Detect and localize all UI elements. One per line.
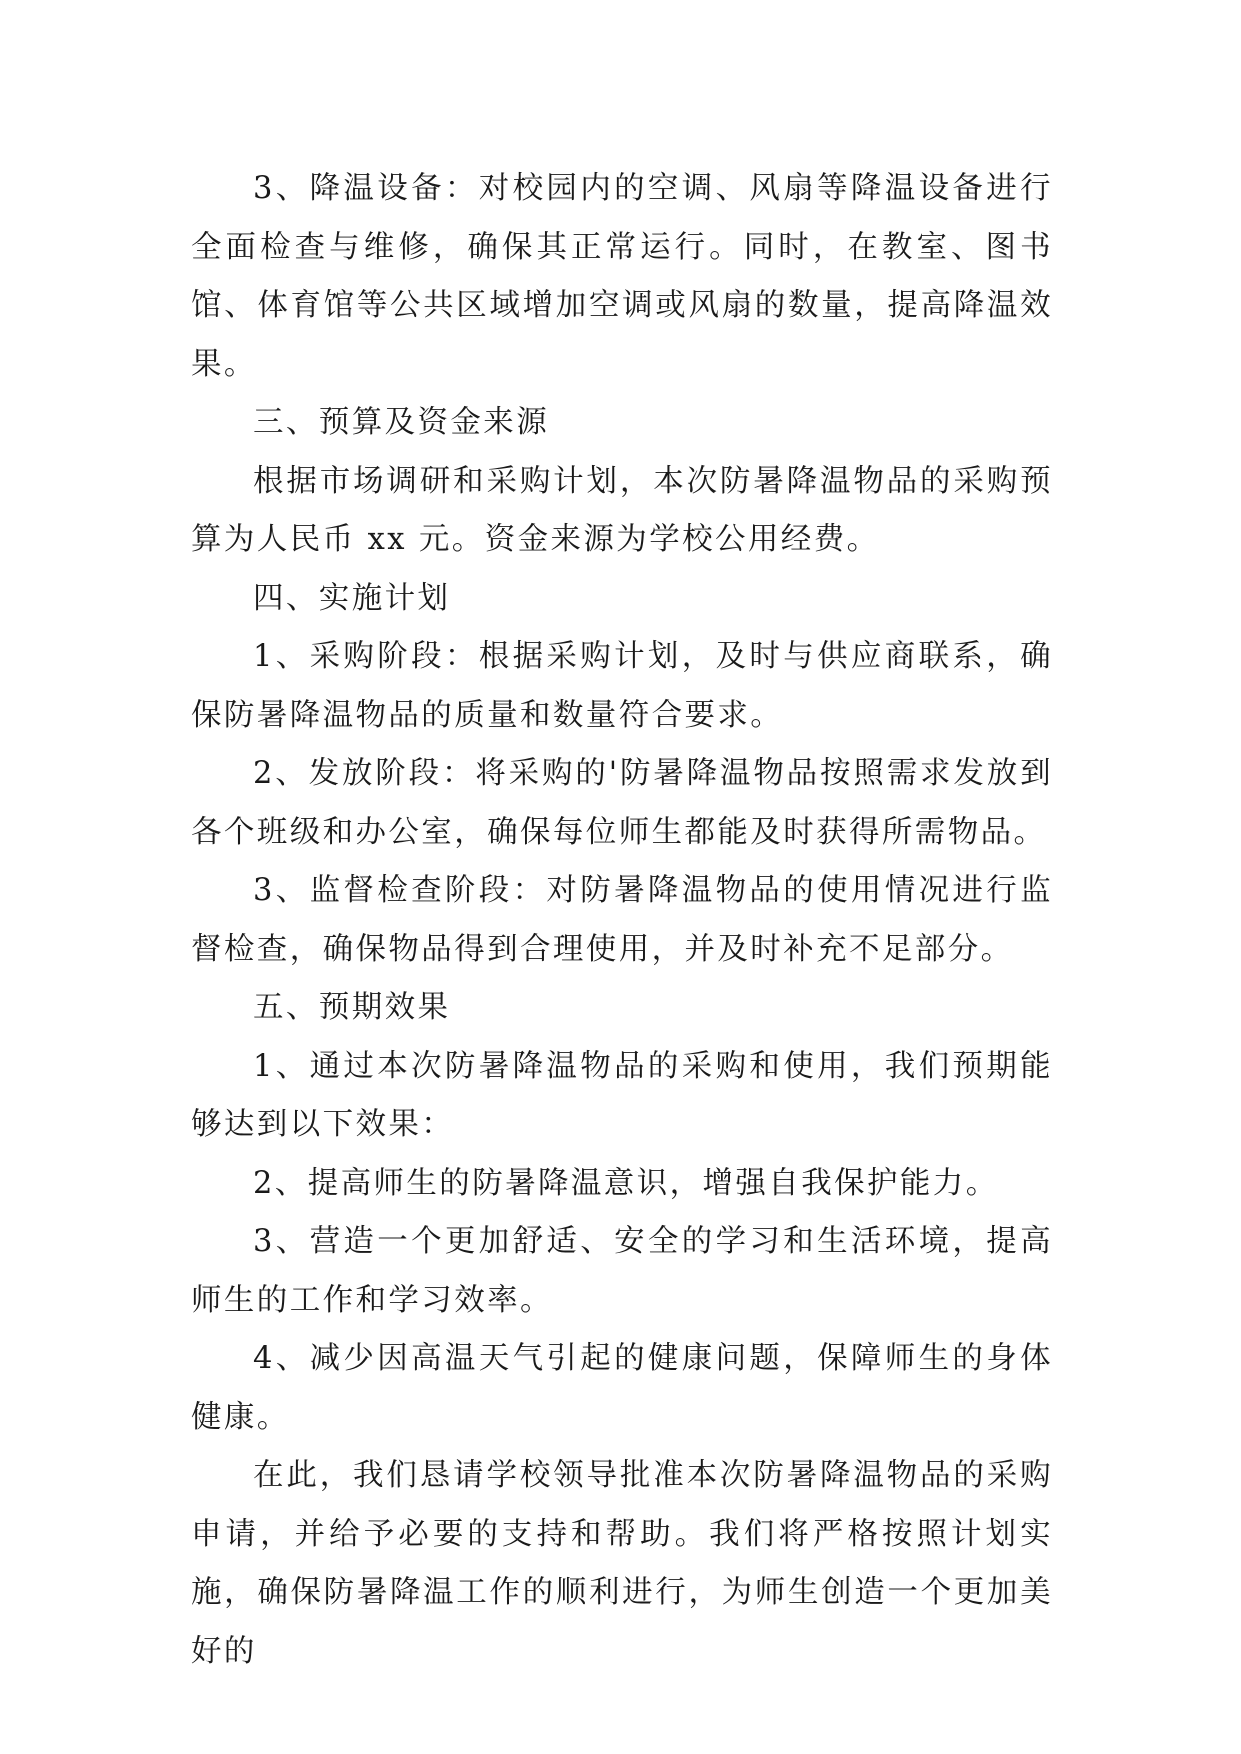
paragraph-closing-request: 在此，我们恳请学校领导批准本次防暑降温物品的采购申请，并给予必要的支持和帮助。我们将严格按照计划实施，确保防暑降温工作的顺利进行，为师生创造一个更加美好的: [191, 1458, 1053, 1669]
paragraph-cooling-equipment: 3、降温设备：对校园内的空调、风扇等降温设备进行全面检查与维修，确保其正常运行。同时，在教室、图书馆、体育馆等公共区域增加空调或风扇的数量，提高降温效果。: [191, 171, 1053, 382]
paragraph-inspection-stage: 3、监督检查阶段：对防暑降温物品的使用情况进行监督检查，确保物品得到合理使用，并及时补充不足部分。: [191, 873, 1053, 967]
heading-expected-results: 五、预期效果: [253, 990, 451, 1025]
paragraph-purchase-stage: 1、采购阶段：根据采购计划，及时与供应商联系，确保防暑降温物品的质量和数量符合要求。: [191, 639, 1053, 733]
heading-budget-and-funding: 三、预算及资金来源: [253, 405, 550, 440]
paragraph-expected-1: 1、通过本次防暑降温物品的采购和使用，我们预期能够达到以下效果：: [191, 1048, 1053, 1142]
paragraph-expected-2: 2、提高师生的防暑降温意识，增强自我保护能力。: [253, 1165, 999, 1201]
paragraph-budget: 根据市场调研和采购计划，本次防暑降温物品的采购预算为人民币 xx 元。资金来源为学校公用经费。: [191, 463, 1053, 557]
paragraph-distribution-stage: 2、发放阶段：将采购的'防暑降温物品按照需求发放到各个班级和办公室，确保每位师生都能及时获得所需物品。: [191, 756, 1053, 850]
paragraph-expected-4: 4、减少因高温天气引起的健康问题，保障师生的身体健康。: [191, 1341, 1053, 1435]
heading-implementation-plan: 四、实施计划: [253, 580, 451, 616]
document-body: [191, 160, 1053, 1681]
paragraph-expected-3: 3、营造一个更加舒适、安全的学习和生活环境，提高师生的工作和学习效率。: [191, 1224, 1053, 1318]
